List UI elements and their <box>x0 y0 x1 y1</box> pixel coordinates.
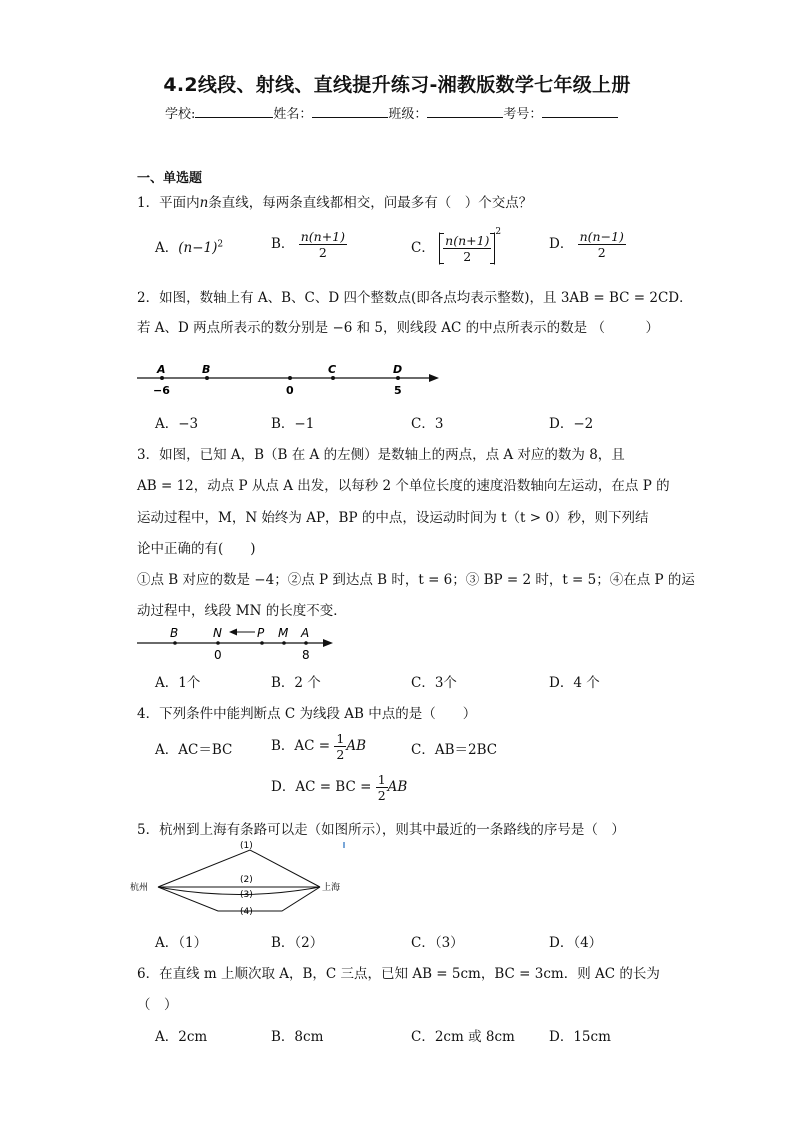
q3-line5: ①点 B 对应的数是 −4；②点 P 到达点 B 时，t = 6；③ BP = 2 时，t = 5；④在点 P 的运 <box>137 572 695 588</box>
q2-label-a: A <box>157 363 166 376</box>
q1-option-b[interactable] <box>271 229 347 260</box>
q2-line1: 2．如图，数轴上有 A、B、C、D 四个整数点(即各点均表示整数)，且 3AB = BC = 2CD． <box>137 290 693 306</box>
q5-route-3 <box>158 887 320 895</box>
id-blank <box>542 103 618 118</box>
q1-c-den: 2 <box>463 249 472 264</box>
q3-point-0 <box>216 641 220 645</box>
q1-stem-a: 1．平面内 <box>137 195 200 211</box>
q2-point-c <box>331 376 335 380</box>
q4-option-b[interactable] <box>271 731 366 762</box>
q1-option-c[interactable] <box>411 227 501 265</box>
q3-option-d[interactable]: D．4 个 <box>549 675 600 691</box>
page-title: 4.2线段、射线、直线提升练习-湘教版数学七年级上册 <box>163 74 631 96</box>
q6-option-c[interactable]: C．2cm 或 8cm <box>411 1029 515 1045</box>
q4-d-fraction <box>376 772 388 803</box>
name-label: 姓名： <box>273 107 313 122</box>
q1-d-num: n(n−1) <box>579 229 624 244</box>
q3-label-n: N <box>213 626 222 640</box>
q2-tick-d: 5 <box>394 384 402 397</box>
q1-option-d[interactable] <box>549 229 626 260</box>
q2-tick-0: 0 <box>286 384 294 397</box>
q3-point-b <box>173 641 177 645</box>
q3-motion-arrow-icon <box>229 629 237 636</box>
q6-option-d[interactable]: D．15cm <box>549 1029 611 1045</box>
q3-line2: AB = 12，动点 P 从点 A 出发，以每秒 2 个单位长度的速度沿数轴向左运动，在点 P 的 <box>137 478 670 494</box>
q1-stem-b: 条直线，每两条直线都相交，问最多有（ ）个交点？ <box>208 195 533 211</box>
q3-line1: 3．如图，已知 A，B（B 在 A 的左侧）是数轴上的两点，点 A 对应的数为 8，且 <box>137 447 625 463</box>
q5-label-r1: (1) <box>240 841 253 851</box>
q3-axis-arrow-icon <box>323 639 333 647</box>
q3-line3: 运动过程中，M，N 始终为 AP，BP 的中点，设运动时间为 t（t > 0）秒，则下列结 <box>137 510 649 526</box>
q2-point-d <box>396 376 400 380</box>
q4-d-den: 2 <box>377 788 386 803</box>
q5-label-left: 杭州 <box>130 883 149 893</box>
q2-number-line-figure <box>135 360 445 402</box>
section-title: 一、单选题 <box>137 171 203 186</box>
q6-option-b[interactable]: B．8cm <box>271 1029 324 1045</box>
q4-d-num: 1 <box>377 772 386 787</box>
q5-label-r4: (4) <box>240 907 253 917</box>
q1-c-num: n(n+1) <box>445 233 490 248</box>
q3-tick-0: 0 <box>214 648 222 662</box>
q3-label-a: A <box>301 626 310 640</box>
q5-option-a[interactable]: A．（1） <box>155 935 208 951</box>
q6-option-a[interactable]: A．2cm <box>155 1029 208 1045</box>
q3-label-p: P <box>257 626 265 640</box>
student-info <box>165 103 618 122</box>
q2-label-d: D <box>393 363 403 376</box>
q1-b-label: B． <box>271 236 295 252</box>
q4-b-num: 1 <box>336 731 345 746</box>
q1-stem <box>137 191 532 211</box>
q2-axis-arrow-icon <box>429 374 439 382</box>
q1-c-sup: 2 <box>495 227 502 237</box>
q3-label-m: M <box>278 626 289 640</box>
q5-label-right: 上海 <box>322 883 341 893</box>
q3-line4: 论中正确的有( ) <box>137 541 256 557</box>
q5-label-r3: (3) <box>240 890 253 900</box>
q1-d-fraction <box>578 229 626 260</box>
q1-b-den: 2 <box>318 245 327 260</box>
q2-option-c[interactable]: C．3 <box>411 416 444 432</box>
q2-option-b[interactable]: B．−1 <box>271 416 315 432</box>
q2-line2: 若 A、D 两点所表示的数分别是 −6 和 5，则线段 AC 的中点所表示的数是 （ ） <box>137 320 659 336</box>
q2-point-a <box>160 376 164 380</box>
q1-c-label: C． <box>411 240 435 256</box>
q2-point-b <box>205 376 209 380</box>
class-label: 班级： <box>388 107 428 122</box>
q4-stem: 4．下列条件中能判断点 C 为线段 AB 中点的是（ ） <box>137 706 477 722</box>
id-label: 考号： <box>503 107 543 122</box>
q4-d-pre: D．AC = BC = <box>271 779 372 795</box>
q1-a-label: A． <box>155 240 179 256</box>
q4-b-fraction <box>334 731 346 762</box>
q3-option-a[interactable]: A．1个 <box>155 675 201 691</box>
q6-line2: （ ） <box>137 997 178 1013</box>
class-blank <box>427 103 503 118</box>
q2-point-0 <box>288 376 292 380</box>
q3-point-a <box>304 641 308 645</box>
q6-line1: 6．在直线 m 上顺次取 A，B，C 三点，已知 AB = 5cm，BC = 3cm．则 AC 的长为 <box>137 966 660 982</box>
q2-label-b: B <box>202 363 211 376</box>
q3-line6: 动过程中，线段 MN 的长度不变． <box>137 603 347 619</box>
q3-label-b: B <box>170 626 179 640</box>
q3-point-p <box>260 641 264 645</box>
q1-d-label: D． <box>549 236 574 252</box>
q5-route-1 <box>158 850 320 887</box>
q1-b-num: n(n+1) <box>300 229 345 244</box>
q2-tick-a: −6 <box>153 384 170 397</box>
q5-stem: 5．杭州到上海有条路可以走（如图所示），则其中最近的一条路线的序号是（ ） <box>137 822 625 838</box>
name-blank <box>312 103 388 118</box>
q4-option-c[interactable]: C．AB＝2BC <box>411 742 498 758</box>
q3-tick-8: 8 <box>302 648 310 662</box>
school-blank <box>195 103 273 118</box>
q2-option-a[interactable]: A．−3 <box>155 416 199 432</box>
q1-a-expr: (n−1) <box>178 240 218 256</box>
school-label: 学校: <box>165 107 196 122</box>
q4-option-a[interactable]: A．AC＝BC <box>155 742 233 758</box>
q1-option-a[interactable] <box>155 236 223 256</box>
q4-b-post: AB <box>346 738 367 754</box>
q5-option-c[interactable]: C．（3） <box>411 935 464 951</box>
q1-d-den: 2 <box>597 245 606 260</box>
q1-b-fraction <box>299 229 347 260</box>
q5-marker-icon <box>343 842 345 848</box>
q2-option-d[interactable]: D．−2 <box>549 416 594 432</box>
q1-stem-var: n <box>199 195 209 211</box>
q3-option-b[interactable]: B．2 个 <box>271 675 321 691</box>
q1-a-sup: 2 <box>217 239 224 250</box>
q5-option-d[interactable]: D．（4） <box>549 935 603 951</box>
q4-option-d[interactable] <box>271 772 407 803</box>
q3-point-m <box>282 641 286 645</box>
q3-option-c[interactable]: C．3个 <box>411 675 457 691</box>
q4-d-post: AB <box>387 779 408 795</box>
q5-route-figure <box>128 838 353 924</box>
q2-label-c: C <box>328 363 337 376</box>
q5-label-r2: (2) <box>240 875 253 885</box>
q1-c-bracket <box>439 232 495 265</box>
q1-c-fraction <box>443 233 491 264</box>
q4-b-den: 2 <box>336 747 345 762</box>
q3-number-line-figure <box>135 622 340 664</box>
q5-option-b[interactable]: B．（2） <box>271 935 324 951</box>
q4-b-pre: B．AC = <box>271 738 331 754</box>
